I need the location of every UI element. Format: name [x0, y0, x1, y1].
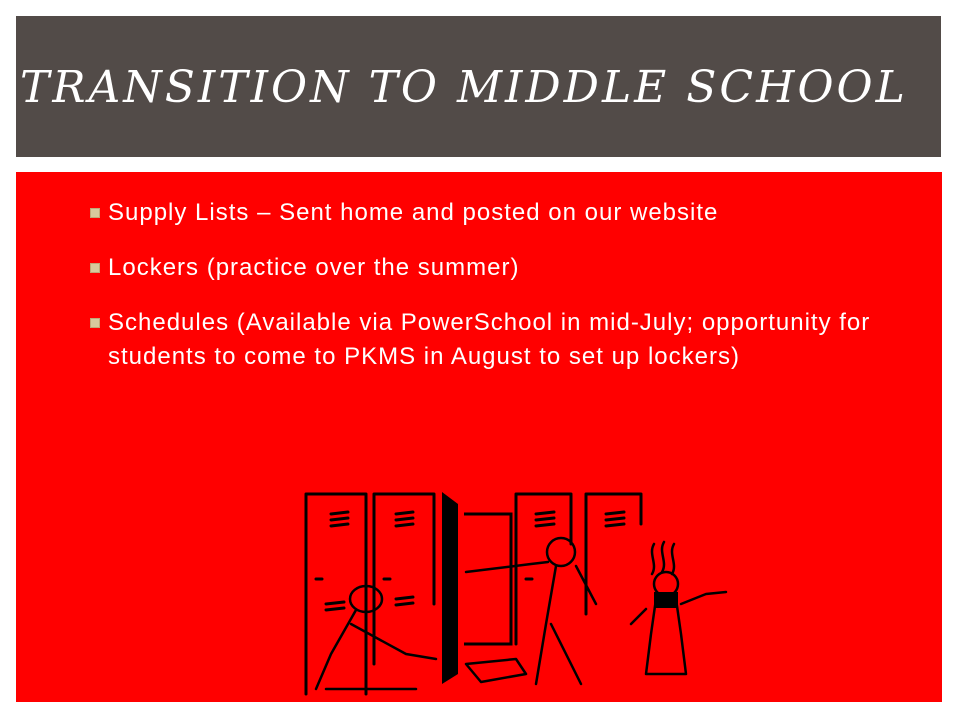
students-at-lockers-icon [286, 484, 736, 702]
bullet-marker-icon [90, 208, 100, 218]
bullet-item-supply-lists [16, 196, 888, 230]
content-panel [16, 172, 942, 702]
bullet-text: Schedules (Available via PowerSchool in mid-July; opportunity for students to come to PKMS in August to set up lockers) [108, 309, 871, 370]
bullet-item-schedules [16, 306, 888, 374]
bullet-list [16, 196, 942, 395]
bullet-text: Lockers (practice over the summer) [108, 254, 520, 281]
slide-title: TRANSITION TO MIDDLE SCHOOL [20, 62, 908, 113]
bullet-marker-icon [90, 263, 100, 273]
bullet-marker-icon [90, 318, 100, 328]
bullet-item-lockers [16, 251, 888, 285]
bullet-text: Supply Lists – Sent home and posted on our website [108, 199, 719, 226]
